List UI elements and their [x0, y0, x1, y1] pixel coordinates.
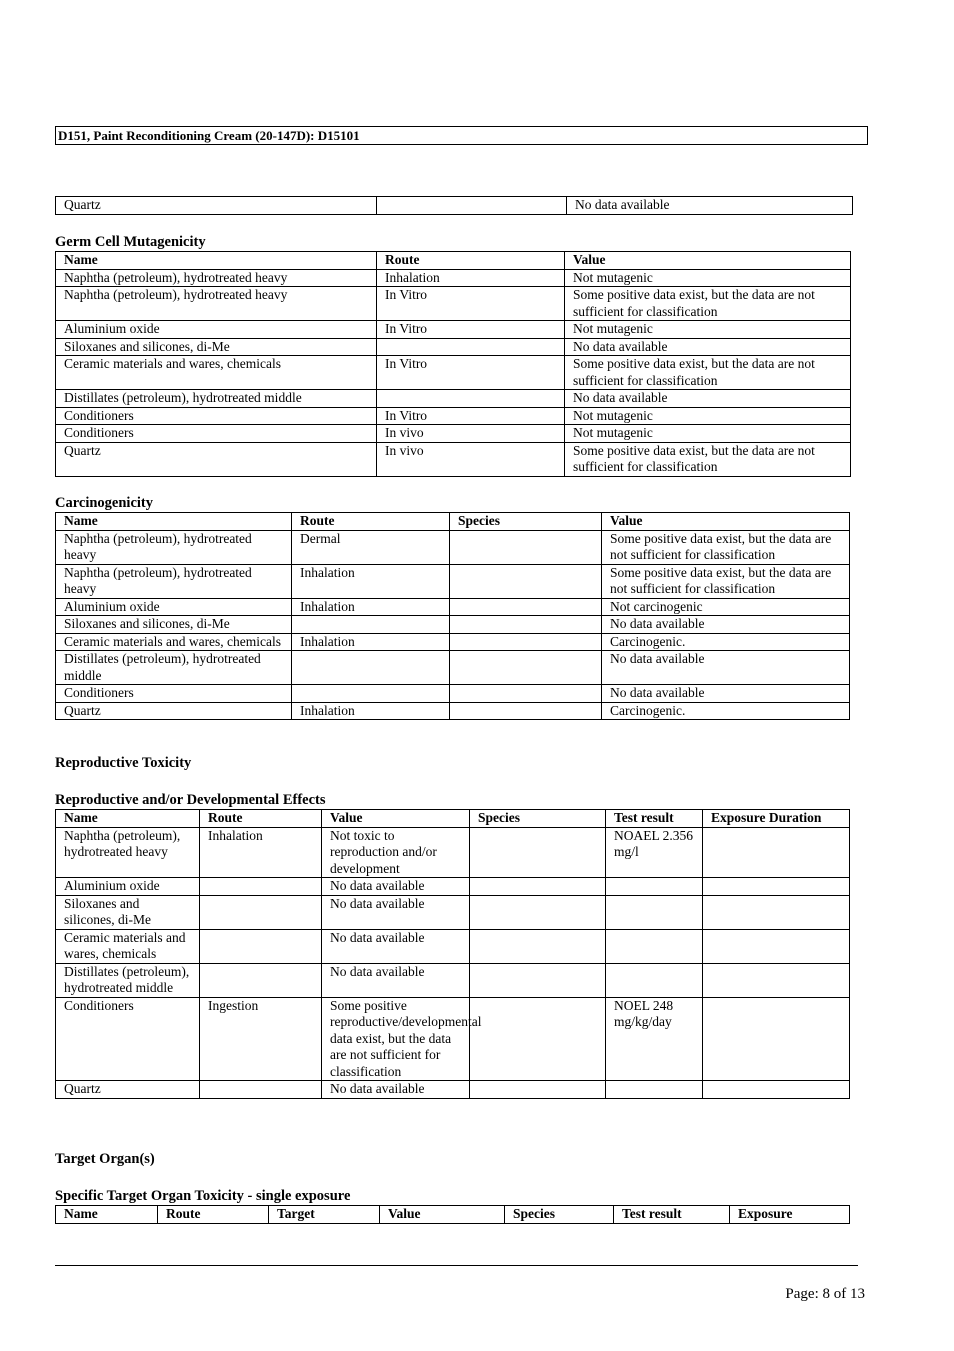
cell-name: Naphtha (petroleum), hydrotreated heavy	[56, 530, 292, 564]
cell-name: Aluminium oxide	[56, 321, 377, 339]
cell-route	[377, 390, 565, 408]
cell-name: Conditioners	[56, 997, 200, 1081]
cell-route	[200, 1081, 322, 1099]
cell-value: Not toxic to reproduction and/or development	[322, 827, 470, 878]
cell-route: In Vitro	[377, 321, 565, 339]
column-header: Target	[269, 1206, 380, 1224]
cell-route	[200, 929, 322, 963]
cell-name: Siloxanes and silicones, di-Me	[56, 338, 377, 356]
cell-name: Siloxanes and silicones, di-Me	[56, 616, 292, 634]
cell-name: Aluminium oxide	[56, 878, 200, 896]
cell-species	[450, 633, 602, 651]
cell-value: No data available	[602, 651, 850, 685]
table-row	[56, 269, 851, 287]
column-header: Value	[565, 252, 851, 270]
cell-test-result	[606, 1081, 703, 1099]
cell-exposure-duration	[703, 1081, 850, 1099]
cell-route: Inhalation	[292, 564, 450, 598]
cell-species	[450, 685, 602, 703]
cell-route: Inhalation	[200, 827, 322, 878]
cell-name: Quartz	[56, 197, 377, 215]
cell-species	[470, 827, 606, 878]
cell-name: Aluminium oxide	[56, 598, 292, 616]
cell-value: No data available	[565, 338, 851, 356]
cell-route: Inhalation	[292, 598, 450, 616]
cell-route	[292, 616, 450, 634]
cell-name: Siloxanes and silicones, di-Me	[56, 895, 200, 929]
column-header: Value	[322, 810, 470, 828]
acute-toxicity-continuation-table	[55, 196, 853, 215]
page-number: Page: 8 of 13	[785, 1286, 865, 1302]
cell-value: Some positive reproductive/developmental data exist, but the data are not sufficient for classification	[322, 997, 470, 1081]
table-row	[56, 321, 851, 339]
cell-route: In Vitro	[377, 287, 565, 321]
table-row	[56, 564, 850, 598]
table-row	[56, 702, 850, 720]
carcinogenicity-table	[55, 512, 850, 720]
cell-route: In vivo	[377, 442, 565, 476]
cell-route: Ingestion	[200, 997, 322, 1081]
cell-value: Not mutagenic	[565, 425, 851, 443]
cell-test-result	[606, 895, 703, 929]
germ-cell-table	[55, 251, 851, 477]
cell-test-result: NOAEL 2.356 mg/l	[606, 827, 703, 878]
table-row	[56, 997, 850, 1081]
table-row	[56, 598, 850, 616]
cell-value: Some positive data exist, but the data are not sufficient for classification	[565, 287, 851, 321]
cell-test-result: NOEL 248 mg/kg/day	[606, 997, 703, 1081]
reproductive-effects-heading: Reproductive and/or Developmental Effects	[55, 792, 326, 808]
cell-species	[450, 530, 602, 564]
cell-value: Some positive data exist, but the data are not sufficient for classification	[602, 530, 850, 564]
cell-value: No data available	[567, 197, 853, 215]
table-row	[56, 651, 850, 685]
cell-name: Ceramic materials and wares, chemicals	[56, 633, 292, 651]
table-row	[56, 530, 850, 564]
table-row	[56, 442, 851, 476]
cell-value: No data available	[322, 1081, 470, 1099]
cell-name: Ceramic materials and wares, chemicals	[56, 356, 377, 390]
cell-route: Dermal	[292, 530, 450, 564]
carcinogenicity-heading: Carcinogenicity	[55, 495, 153, 511]
cell-species	[450, 702, 602, 720]
column-header: Species	[450, 513, 602, 531]
column-header: Name	[56, 810, 200, 828]
cell-species	[470, 997, 606, 1081]
cell-name: Naphtha (petroleum), hydrotreated heavy	[56, 564, 292, 598]
cell-test-result	[606, 929, 703, 963]
cell-value: Some positive data exist, but the data are not sufficient for classification	[602, 564, 850, 598]
cell-species	[470, 1081, 606, 1099]
target-organs-heading: Target Organ(s)	[55, 1151, 155, 1167]
cell-value: Not mutagenic	[565, 269, 851, 287]
table-row	[56, 197, 853, 215]
cell-route	[377, 197, 567, 215]
table-row	[56, 425, 851, 443]
cell-value: Carcinogenic.	[602, 702, 850, 720]
table-row	[56, 633, 850, 651]
stot-single-table	[55, 1205, 850, 1224]
column-header: Route	[292, 513, 450, 531]
cell-name: Conditioners	[56, 685, 292, 703]
cell-route	[200, 895, 322, 929]
cell-value: No data available	[322, 878, 470, 896]
table-row	[56, 929, 850, 963]
cell-species	[470, 963, 606, 997]
table-row	[56, 1081, 850, 1099]
column-header: Name	[56, 252, 377, 270]
cell-name: Naphtha (petroleum), hydrotreated heavy	[56, 269, 377, 287]
column-header: Species	[470, 810, 606, 828]
cell-route: Inhalation	[292, 702, 450, 720]
table-row	[56, 878, 850, 896]
cell-species	[450, 564, 602, 598]
column-header: Route	[158, 1206, 269, 1224]
table-row	[56, 407, 851, 425]
cell-test-result	[606, 963, 703, 997]
cell-species	[450, 616, 602, 634]
cell-route	[377, 338, 565, 356]
cell-species	[470, 895, 606, 929]
table-row	[56, 356, 851, 390]
column-header: Test result	[606, 810, 703, 828]
column-header: Value	[602, 513, 850, 531]
cell-value: No data available	[602, 685, 850, 703]
cell-value: No data available	[322, 895, 470, 929]
cell-name: Distillates (petroleum), hydrotreated middle	[56, 651, 292, 685]
table-row	[56, 963, 850, 997]
cell-name: Distillates (petroleum), hydrotreated middle	[56, 963, 200, 997]
table-header-row	[56, 513, 850, 531]
cell-species	[470, 878, 606, 896]
cell-route	[200, 963, 322, 997]
cell-value: Not carcinogenic	[602, 598, 850, 616]
table-row	[56, 287, 851, 321]
cell-route	[200, 878, 322, 896]
cell-route	[292, 651, 450, 685]
cell-name: Distillates (petroleum), hydrotreated middle	[56, 390, 377, 408]
cell-route: Inhalation	[377, 269, 565, 287]
cell-name: Naphtha (petroleum), hydrotreated heavy	[56, 287, 377, 321]
document-header: D151, Paint Reconditioning Cream (20-147D): D15101	[55, 126, 868, 145]
cell-value: No data available	[322, 929, 470, 963]
cell-route	[292, 685, 450, 703]
column-header: Value	[380, 1206, 505, 1224]
reproductive-toxicity-heading: Reproductive Toxicity	[55, 755, 192, 771]
table-header-row	[56, 1206, 850, 1224]
column-header: Route	[377, 252, 565, 270]
column-header: Exposure	[730, 1206, 850, 1224]
cell-route: In vivo	[377, 425, 565, 443]
cell-exposure-duration	[703, 997, 850, 1081]
cell-exposure-duration	[703, 827, 850, 878]
cell-test-result	[606, 878, 703, 896]
cell-name: Quartz	[56, 702, 292, 720]
table-row	[56, 685, 850, 703]
cell-exposure-duration	[703, 895, 850, 929]
column-header: Test result	[614, 1206, 730, 1224]
reproductive-effects-table	[55, 809, 850, 1099]
cell-name: Conditioners	[56, 425, 377, 443]
column-header: Name	[56, 1206, 158, 1224]
table-row	[56, 338, 851, 356]
table-row	[56, 616, 850, 634]
cell-species	[450, 598, 602, 616]
footer-divider	[55, 1265, 858, 1266]
cell-value: Carcinogenic.	[602, 633, 850, 651]
cell-exposure-duration	[703, 963, 850, 997]
cell-species	[470, 929, 606, 963]
column-header: Name	[56, 513, 292, 531]
germ-cell-heading: Germ Cell Mutagenicity	[55, 234, 206, 250]
table-row	[56, 390, 851, 408]
cell-exposure-duration	[703, 929, 850, 963]
cell-value: Not mutagenic	[565, 321, 851, 339]
column-header: Exposure Duration	[703, 810, 850, 828]
table-header-row	[56, 252, 851, 270]
cell-route: Inhalation	[292, 633, 450, 651]
cell-route: In Vitro	[377, 356, 565, 390]
cell-name: Naphtha (petroleum), hydrotreated heavy	[56, 827, 200, 878]
column-header: Route	[200, 810, 322, 828]
cell-value: No data available	[602, 616, 850, 634]
table-header-row	[56, 810, 850, 828]
cell-exposure-duration	[703, 878, 850, 896]
cell-value: Some positive data exist, but the data are not sufficient for classification	[565, 356, 851, 390]
table-row	[56, 895, 850, 929]
table-row	[56, 827, 850, 878]
cell-route: In Vitro	[377, 407, 565, 425]
cell-name: Quartz	[56, 1081, 200, 1099]
column-header: Species	[505, 1206, 614, 1224]
cell-value: No data available	[322, 963, 470, 997]
cell-value: Not mutagenic	[565, 407, 851, 425]
cell-value: Some positive data exist, but the data are not sufficient for classification	[565, 442, 851, 476]
cell-name: Conditioners	[56, 407, 377, 425]
cell-value: No data available	[565, 390, 851, 408]
stot-single-heading: Specific Target Organ Toxicity - single exposure	[55, 1188, 351, 1204]
cell-name: Quartz	[56, 442, 377, 476]
cell-name: Ceramic materials and wares, chemicals	[56, 929, 200, 963]
cell-species	[450, 651, 602, 685]
